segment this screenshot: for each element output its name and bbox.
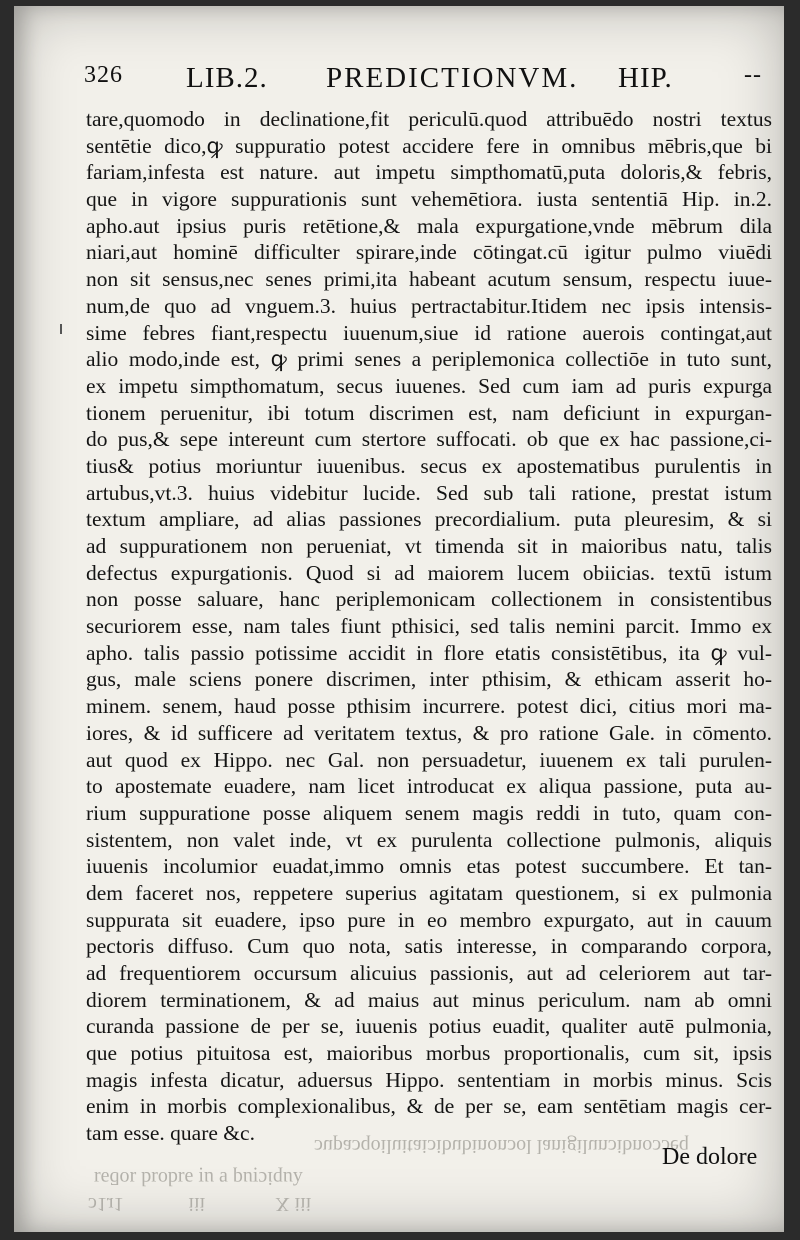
text-line: sistentem, non valet inde, vt ex purulenta collectione pulmonis, aliquis — [86, 827, 772, 852]
text-line: pectoris diffuso. Cum quo nota, satis interesse, in comparando corpora, — [86, 934, 772, 959]
text-line: tam esse. quare &c. — [86, 1121, 255, 1146]
book-number: LIB.2. — [186, 62, 268, 94]
text-line: ad suppurationem non perueniat, vt timenda sit in maioribus natu, talis — [86, 534, 772, 558]
bleed-through-text: ʎupicᴉuq ɐ uᴉ ǝɹdoɹd ɹoƃǝɹ — [94, 1167, 303, 1189]
text-line: apho. talis passio potissime accidit in flore etatis consistētibus, ita ꝙ vul- — [86, 640, 772, 665]
margin-mark — [60, 324, 62, 334]
running-header — [84, 62, 764, 102]
text-line: que in vigore suppurationis sunt vehemētiora. iusta sententiā Hip. in.2. — [86, 187, 772, 212]
text-line: non posse saluare, hanc periplemonicam collectionem in consistentibus — [86, 587, 772, 612]
text-line: iuuenis incolumior euadat,immo omnis etas potest succumbere. Et tan- — [86, 854, 772, 879]
text-line: curanda passione de per se, iuuenis potius euadit, qualiter autē pulmonia, — [86, 1014, 772, 1039]
text-line: ad frequentiorem occursum alicuius passionis, aut ad celeriorem aut tar- — [86, 961, 772, 985]
text-line: diorem terminationem, & ad maius aut minus periculum. nam ab omni — [86, 987, 772, 1012]
text-line: num,de quo ad vnguem.3. huius pertractabitur.Itidem nec ipsis intensis- — [86, 293, 772, 318]
text-line: tare,quomodo in declinatione,fit periculū.quod attribuēdo nostri textus — [86, 107, 772, 131]
book-page — [14, 6, 784, 1232]
text-line: securiorem esse, nam tales fiunt pthisici, sed talis nemini parcit. Immo ex — [86, 614, 772, 639]
text-line: alio modo,inde est, ꝙ primi senes a periplemonica collectiōe in tuto sunt, — [86, 347, 772, 372]
text-line: niari,aut hominē difficulter spirare,inde cōtingat.cū igitur pulmo viuēdi — [86, 240, 772, 265]
text-line: do pus,& sepe intereunt cum stertore suffocati. ob que ex hac passione,ci- — [86, 427, 772, 452]
bleed-through-text: ɔupaɔqoiluitaiɔibubinonɔol lanigilunɔibnoɔɔeq — [314, 1135, 689, 1157]
text-line: apho.aut ipsius puris retētione,& mala expurgatione,vnde mēbrum dila — [86, 213, 772, 238]
header-dash: -- — [744, 62, 762, 88]
text-line: dem faceret nos, reppetere superius agitatam questionem, si ex pulmonia — [86, 880, 772, 905]
text-line: to apostemate euadere, nam licet introducat ex aliqua passione, puta au- — [86, 774, 772, 799]
running-title: PREDICTIONVM. — [326, 62, 579, 94]
text-line: que potius pituitosa est, maioribus morbus proportionalis, cum sit, ipsis — [86, 1041, 772, 1066]
text-line: suppurata sit euadere, ipso pure in eo membro expurgato, aut in cauum — [86, 907, 772, 932]
body-text — [86, 106, 772, 1147]
text-line: gus, male sciens ponere discrimen, inter pthisim, & ethicam asserit ho- — [86, 667, 772, 692]
catchword: De dolore — [662, 1144, 758, 1170]
text-line: iores, & id sufficere ad veritatem textus, & pro ratione Gale. in cōmento. — [86, 720, 772, 745]
text-line: enim in morbis complexionalibus, & de per se, eam sentētiam magis cer- — [86, 1094, 772, 1119]
bleed-through-text: ɔ1ɹ1 iii X iii — [88, 1193, 312, 1215]
text-line: non sit sensus,nec senes primi,ita habeant acutum sensum, respectu iuue- — [86, 267, 772, 292]
text-line: aut quod ex Hippo. nec Gal. non persuadetur, iuuenem ex tali purulen- — [86, 747, 772, 772]
text-line: rium suppuratione posse aliquem senem magis reddi in tuto, quam con- — [86, 800, 772, 825]
author-abbrev: HIP. — [618, 62, 673, 94]
folio-number: 326 — [84, 62, 123, 88]
text-line: textum ampliare, ad alias passiones precordialium. puta pleuresim, & si — [86, 507, 772, 532]
text-line: sentētie dico,ꝙ suppuratio potest accidere fere in omnibus mēbris,que bi — [86, 133, 772, 158]
text-line: magis infesta dicatur, aduersus Hippo. sententiam in morbis minus. Scis — [86, 1067, 772, 1092]
text-line: tius& potius moriuntur iuuenibus. secus ex apostematibus purulentis in — [86, 453, 772, 478]
text-line: artubus,vt.3. huius videbitur lucide. Sed sub tali ratione, prestat istum — [86, 480, 772, 505]
text-line: fariam,infesta est nature. aut impetu simpthomatū,puta doloris,& febris, — [86, 160, 772, 185]
text-line: minem. senem, haud posse pthisim incurrere. potest dici, citius mori ma- — [86, 694, 772, 719]
text-line: defectus expurgationis. Quod si ad maiorem lucem obiicias. textū istum — [86, 560, 772, 585]
text-line: tionem peruenitur, ibi totum discrimen est, nam deficiunt in expurgan- — [86, 400, 772, 425]
text-line: sime febres fiant,respectu iuuenum,siue id ratione auerois contingat,aut — [86, 320, 772, 345]
text-line: ex impetu simpthomatum, secus iuuenes. Sed cum iam ad puris expurga — [86, 373, 772, 398]
